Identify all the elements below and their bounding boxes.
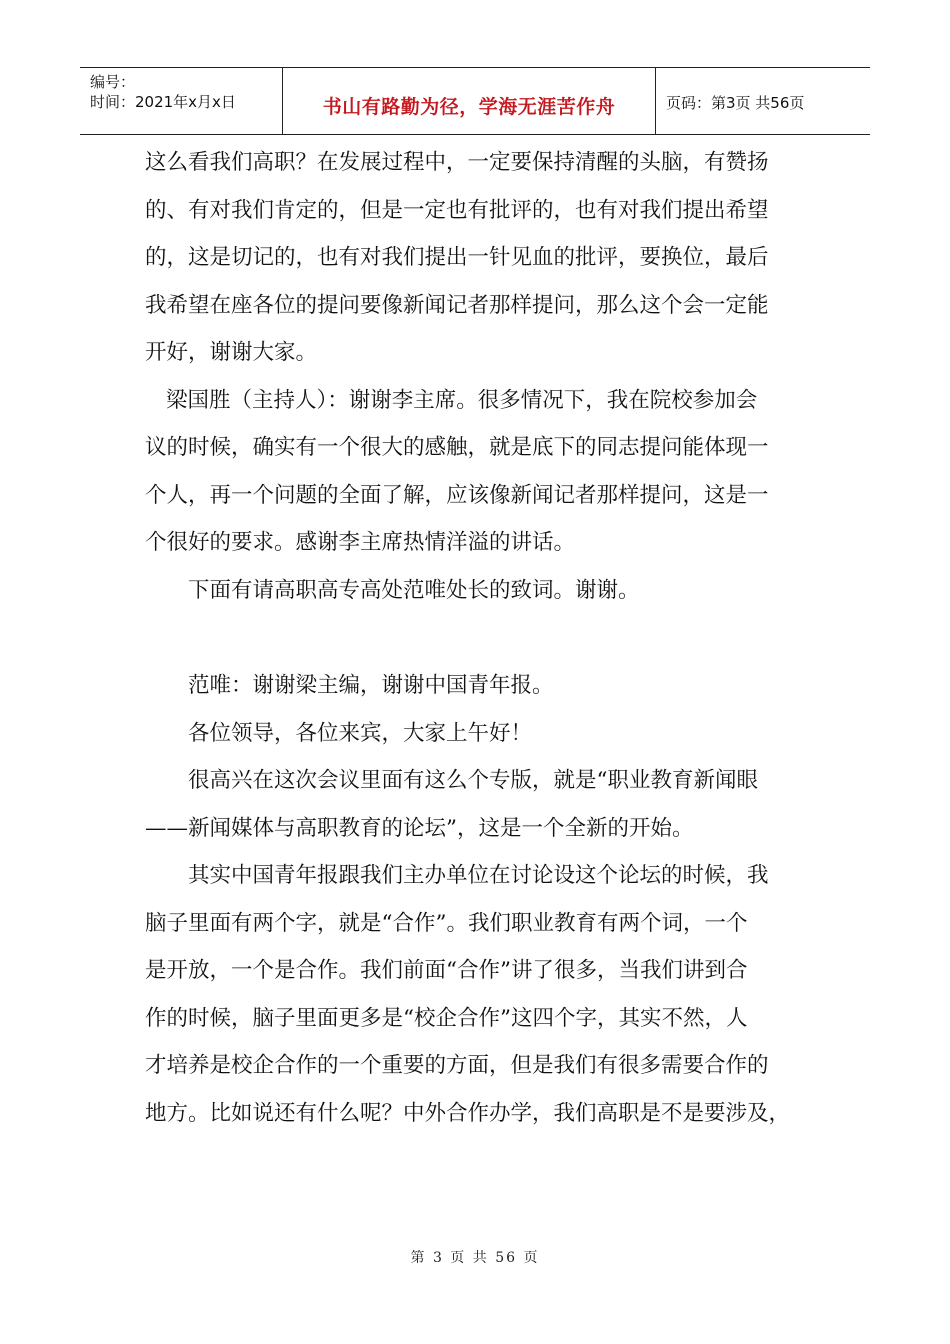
body-line: 其实中国青年报跟我们主办单位在讨论设这个论坛的时候，我 (188, 863, 769, 888)
body-line: 个很好的要求。感谢李主席热情洋溢的讲话。 (145, 530, 576, 555)
body-line: ——新闻媒体与高职教育的论坛”，这是一个全新的开始。 (145, 815, 694, 841)
body-line: 下面有请高职高专高处范唯处长的致词。谢谢。 (188, 577, 640, 603)
body-line: 很高兴在这次会议里面有这么个专版，就是“职业教育新闻眼 (188, 768, 758, 793)
body-line: 作的时候，脑子里面更多是“校企合作”这四个字，其实不然，人 (145, 1005, 748, 1031)
body-line: 地方。比如说还有什么呢？中外合作办学，我们高职是不是要涉及， (145, 1100, 791, 1126)
body-line: 脑子里面有两个字，就是“合作”。我们职业教育有两个词，一个 (145, 910, 748, 936)
document-time-label: 时间：2021年x月x日 (90, 93, 236, 111)
body-line: 各位领导，各位来宾，大家上午好！ (188, 720, 533, 746)
page-header (80, 67, 870, 135)
header-page-info: 页码：第3页 共56页 (666, 93, 805, 112)
body-line: 开好，谢谢大家。 (145, 340, 318, 365)
document-body (145, 139, 825, 1137)
page-footer: 第 3 页 共 56 页 (410, 1250, 540, 1266)
body-line: 我希望在座各位的提问要像新闻记者那样提问，那么这个会一定能 (145, 292, 769, 318)
body-line: 的、有对我们肯定的，但是一定也有批评的，也有对我们提出希望 (145, 197, 769, 223)
header-meta (80, 68, 283, 134)
body-line: 梁国胜（主持人）：谢谢李主席。很多情况下，我在院校参加会 (166, 387, 758, 413)
body-line: 议的时候，确实有一个很大的感触，就是底下的同志提问能体现一 (145, 435, 769, 460)
body-line: 范唯：谢谢梁主编，谢谢中国青年报。 (188, 673, 554, 698)
header-motto-cell (283, 68, 656, 134)
header-motto: 书山有路勤为径，学海无涯苦作舟 (322, 95, 616, 118)
paragraph-gap (145, 614, 825, 662)
body-line: 个人，再一个问题的全面了解，应该像新闻记者那样提问，这是一 (145, 482, 769, 508)
document-number-label: 编号： (90, 73, 136, 91)
body-line: 这么看我们高职？在发展过程中，一定要保持清醒的头脑，有赞扬 (145, 150, 769, 175)
body-line: 的，这是切记的，也有对我们提出一针见血的批评，要换位，最后 (145, 245, 769, 270)
body-line: 才培养是校企合作的一个重要的方面，但是我们有很多需要合作的 (145, 1053, 769, 1078)
body-line: 是开放，一个是合作。我们前面“合作”讲了很多，当我们讲到合 (145, 958, 748, 983)
